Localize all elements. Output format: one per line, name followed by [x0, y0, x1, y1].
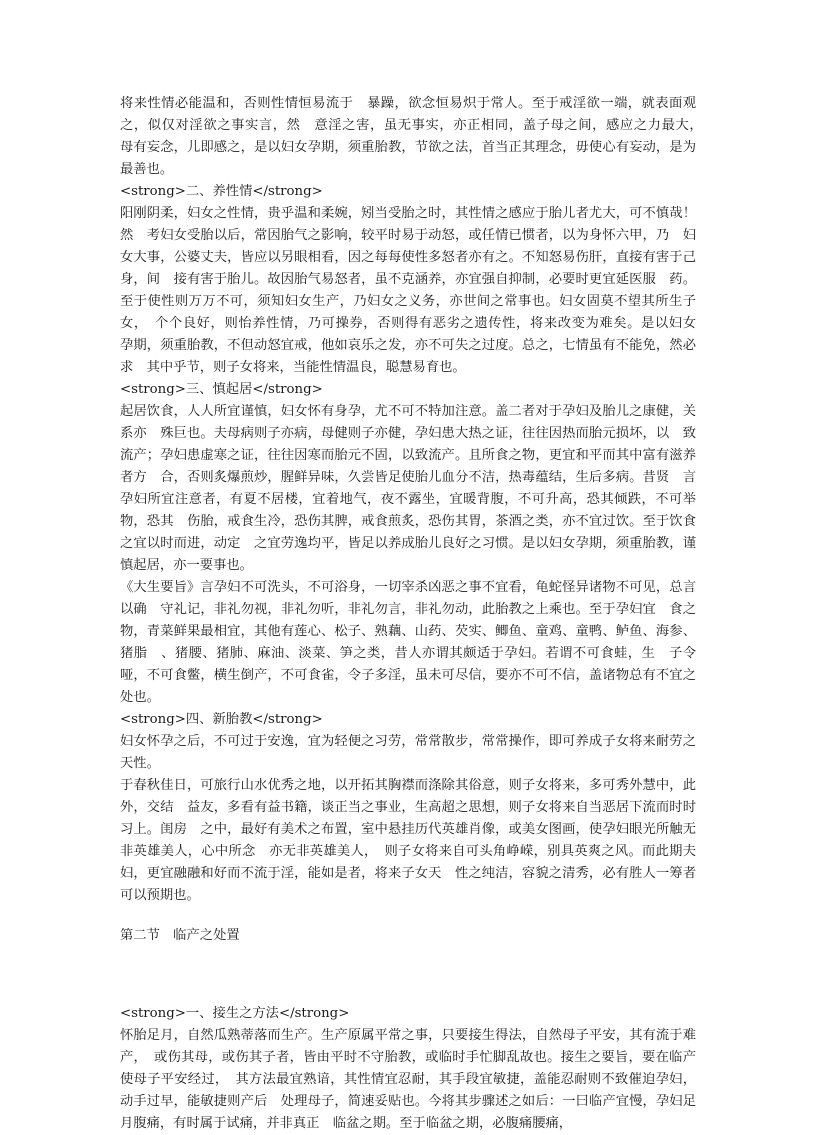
paragraph-dasheng-yaozhi: 《大生要旨》言孕妇不可洗头，不可浴身，一切宰杀凶恶之事不宜看，龟蛇怪异诸物不可见，总言以确 守礼记，非礼勿视，非礼勿听，非礼勿言，非礼勿动，此胎教之上乘也。至于孕妇宜 食之物，青菜鲜果最相宜，其他有莲心、松子、熟藕、山药、芡实、鲫鱼、童鸡、童鸭、鲈鱼、海参、猪脂 、猪腰、猪肺、麻油、淡菜、笋之类，昔人亦谓其颇适于孕妇。若谓不可食蛙，生 子令哑，不可食鳖，横生倒产，不可食雀，令子多淫，虽未可尽信，要亦不可不信，盖诸物总有不宜之处也。 — [120, 580, 696, 705]
spacer — [120, 907, 696, 915]
spacer — [120, 947, 696, 1003]
paragraph-temperament: 阳刚阴柔，妇女之性情，贵乎温和柔婉，矧当受胎之时，其性情之感应于胎儿者尤大，可不慎哉！然 考妇女受胎以后，常因胎气之影响，较平时易于动怒，或任情已惯者，以为身怀六甲，乃 妇女大事，公婆丈夫，皆应以另眼相看，因之每每使性多怒者亦有之。不知怒易伤肝，直接有害于己身，间 接有害于胎儿。故因胎气易怒者，虽不克涵养，亦宜强自抑制，必要时更宜延医服 药。至于使性则万万不可，须知妇女生产，乃妇女之义务，亦世间之常事也。妇女固莫不望其所生子女， 个个良好，则怡养性情，乃可操券，否则得有恶劣之遗传性，将来改变为难矣。是以妇女 孕期，须重胎教，不但动怒宜戒，他如哀乐之发，亦不可失之过度。总之，七情虽有不能免，然必求 其中乎节，则子女将来，当能性情温良，聪慧易育也。 — [120, 206, 710, 375]
heading-new-prenatal-education: <strong>四、新胎教</strong> — [120, 712, 323, 727]
paragraph-light-labor: 妇女怀孕之后，不可过于安逸，宜为轻便之习劳，常常散步，常常操作，即可养成子女将来耐劳之天性。 — [120, 734, 696, 771]
section-title: 第二节 临产之处置 — [120, 928, 240, 943]
heading-daily-living: <strong>三、慎起居</strong> — [120, 382, 323, 397]
paragraph-daily-living: 起居饮食，人人所宜谨慎，妇女怀有身孕，尤不可不特加注意。盖二者对于孕妇及胎儿之康健，关系亦 殊巨也。夫母病则子亦病，母健则子亦健，孕妇患大热之证，往往因热而胎元损坏，以 致流产；孕妇患虚寒之证，往往因寒而胎元不固，以致流产。且所食之物，更宜和平而其中富有滋养者方 合，否则炙爆煎炒，腥鲜异味，久尝皆足使胎儿血分不洁，热毒蕴结，生后多病。昔贤 言孕妇所宜注意者，有夏不居楼，宜着地气，夜不露坐，宜暖背腹，不可升高，恐其倾跌，不可举物，恐其 伤胎，戒食生冷，恐伤其脾，戒食煎炙，恐伤其胃，茶酒之类，亦不宜过饮。至于饮食之宜以时而进，动定 之宜劳逸均平，皆足以养成胎儿良好之习惯。是以妇女孕期，须重胎教，谨慎起居，亦一要事也。 — [120, 404, 696, 573]
paragraph-continuation: 将来性情必能温和，否则性情恒易流于 暴躁，欲念恒易炽于常人。至于戒淫欲一端，就表面观之，似仅对淫欲之事实言，然 意淫之害，虽无事实，亦正相同，盖子母之间，感应之力最大， 母有妄念，儿即感之，是以妇女孕期，须重胎教，节欲之法，首当正其理念，毋使心有妄动，是为最善也。 — [120, 96, 710, 177]
paragraph-travel-and-art: 于春秋佳日，可旅行山水优秀之地，以开拓其胸襟而涤除其俗意，则子女将来，多可秀外慧中，此外，交结 益友，多看有益书籍，谈正当之事业，生高超之思想，则子女将来自当恶居下流而时时习上。闺房 之中，最好有美术之布置，室中悬挂历代英雄肖像，或美女图画，使孕妇眼光所触无非英雄美人，心中所念 亦无非英雄美人， 则子女将来自可头角峥嵘，别具英爽之风。而此期夫妇，更宜融融和好而不流于淫，能如是者，将来子女天 性之纯洁，容貌之清秀，必有胜人一筹者可以预期也。 — [120, 778, 696, 903]
heading-delivery-method: <strong>一、接生之方法</strong> — [120, 1006, 350, 1021]
heading-nurture-temperament: <strong>二、养性情</strong> — [120, 184, 323, 199]
paragraph-delivery-method: 怀胎足月，自然瓜熟蒂落而生产。生产原属平常之事，只要接生得法，自然母子平安，其有流于难产， 或伤其母，或伤其子者，皆由平时不守胎教，或临时手忙脚乱故也。接生之要旨，要在临产使母子平安经过， 其方法最宜熟谙，其性情宜忍耐，其手段宜敏捷，盖能忍耐则不致催迫孕妇，动手过早，能敏捷则产后 处理母子，简速妥贴也。今将其步骤述之如后：一曰临产宜慢，孕妇足月腹痛，有时属于试痛，并非真正 临盆之期。至于临盆之期，必腹痛腰痛， — [120, 1028, 696, 1131]
document-page — [120, 93, 710, 1135]
